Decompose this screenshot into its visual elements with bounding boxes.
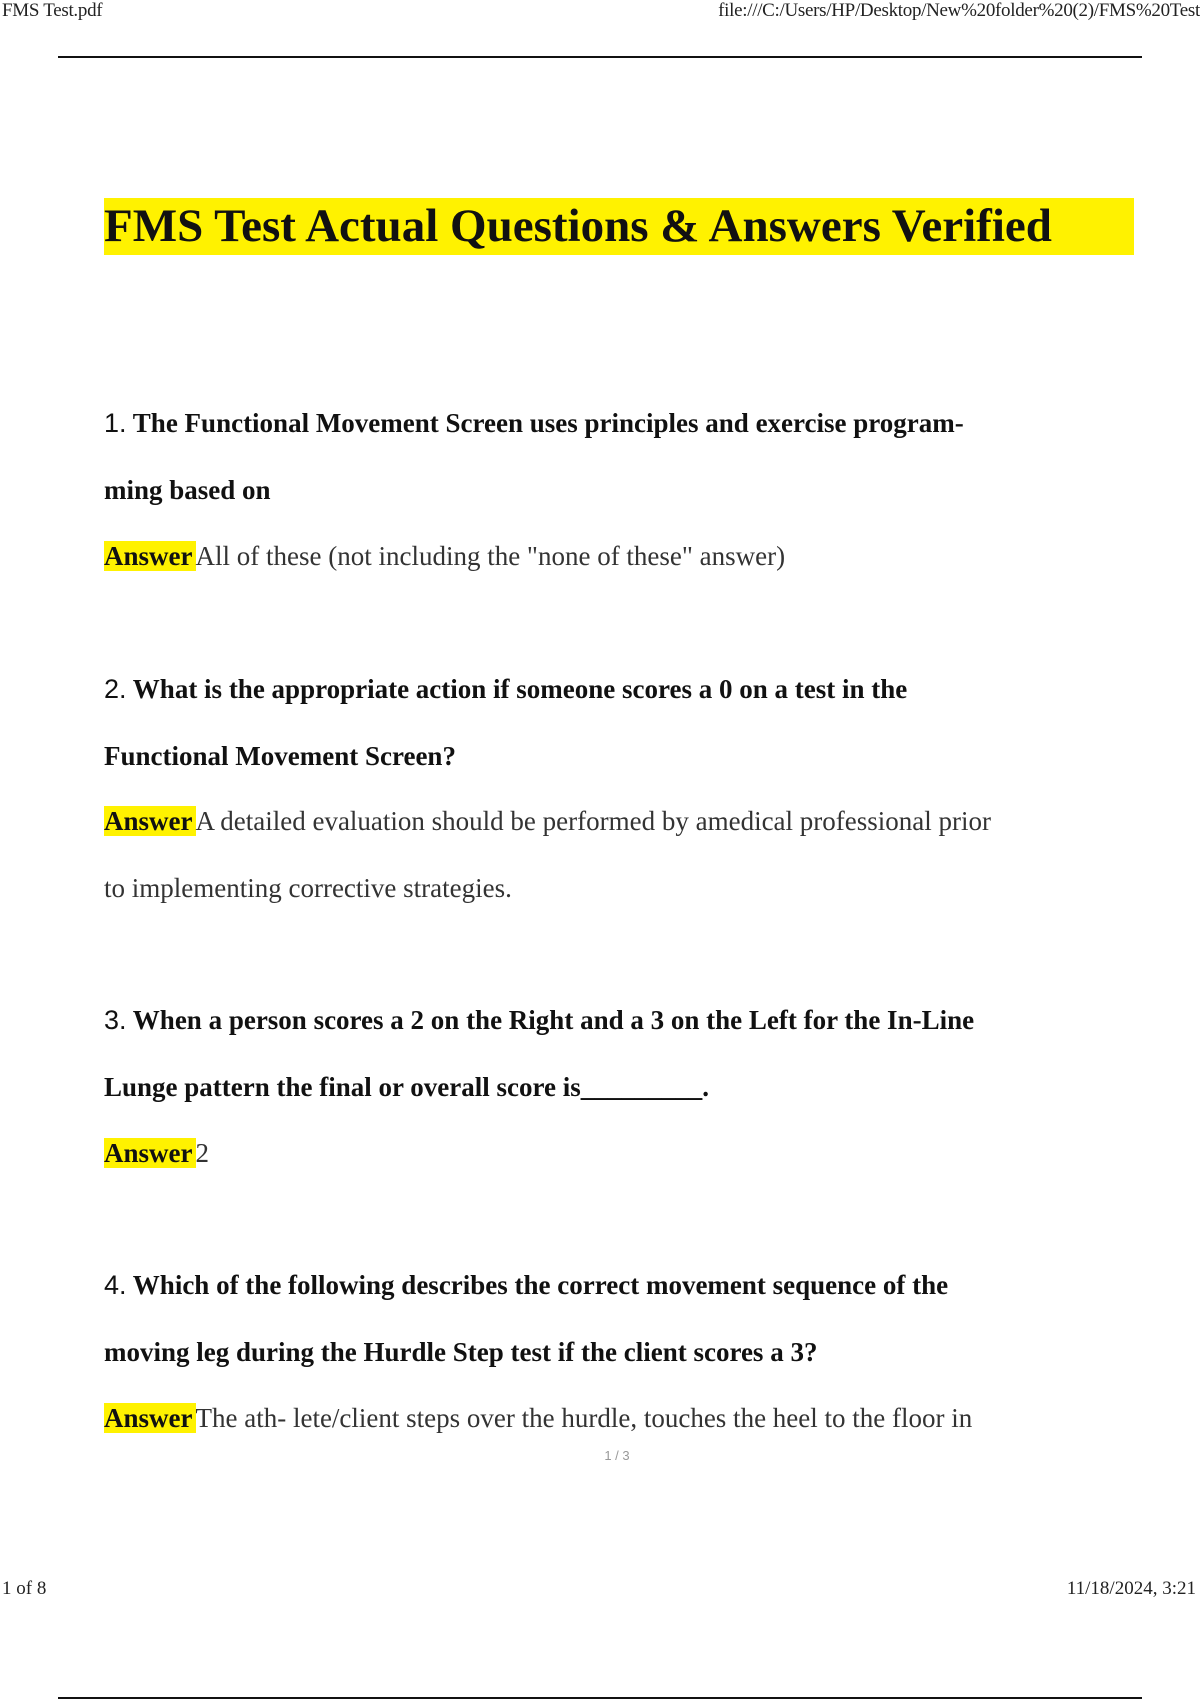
question-number: 2. — [104, 674, 127, 704]
question-text: When a person scores a 2 on the Right and a 3 on the Left for the In-Line — [132, 1005, 975, 1035]
bottom-divider — [58, 1697, 1142, 1699]
print-header-url: file:///C:/Users/HP/Desktop/New%20folder%20(2)/FMS%20Test — [718, 0, 1200, 21]
question-number: 1. — [104, 408, 127, 438]
question-text: What is the appropriate action if someone scores a 0 on a test in the — [132, 674, 908, 704]
question-4-line-1 — [104, 1268, 948, 1302]
answer-3 — [104, 1136, 209, 1170]
answer-label: Answer — [104, 1403, 196, 1433]
answer-text: 2 — [195, 1138, 209, 1168]
answer-label: Answer — [104, 1138, 196, 1168]
answer-2 — [104, 804, 991, 838]
answer-label: Answer — [104, 541, 196, 571]
answer-4 — [104, 1401, 972, 1435]
question-number: 3. — [104, 1005, 127, 1035]
document-title: FMS Test Actual Questions & Answers Verified — [104, 198, 1134, 255]
question-3-line-2: Lunge pattern the final or overall score is_________. — [104, 1072, 709, 1102]
top-divider — [58, 56, 1142, 58]
question-3-line-1 — [104, 1003, 974, 1037]
answer-2-line-2: to implementing corrective strategies. — [104, 873, 512, 903]
question-2-line-1 — [104, 672, 907, 706]
answer-label: Answer — [104, 806, 196, 836]
question-1-line-1 — [104, 406, 964, 440]
answer-1 — [104, 539, 785, 573]
question-text: The Functional Movement Screen uses principles and exercise program- — [132, 408, 964, 438]
answer-text: A detailed evaluation should be performed by amedical professional prior — [195, 806, 991, 836]
page-indicator: 1 / 3 — [604, 1448, 630, 1463]
answer-text: The ath- lete/client steps over the hurdle, touches the heel to the floor in — [195, 1403, 973, 1433]
print-footer-page: 1 of 8 — [2, 1578, 47, 1599]
question-number: 4. — [104, 1270, 127, 1300]
print-header-title: FMS Test.pdf — [2, 0, 103, 21]
question-2-line-2: Functional Movement Screen? — [104, 741, 456, 771]
print-footer-datetime: 11/18/2024, 3:21 — [1066, 1578, 1196, 1599]
question-text: Which of the following describes the correct movement sequence of the — [132, 1270, 949, 1300]
answer-text: All of these (not including the "none of these" answer) — [195, 541, 786, 571]
question-4-line-2: moving leg during the Hurdle Step test if the client scores a 3? — [104, 1337, 818, 1367]
question-1-line-2: ming based on — [104, 475, 271, 505]
